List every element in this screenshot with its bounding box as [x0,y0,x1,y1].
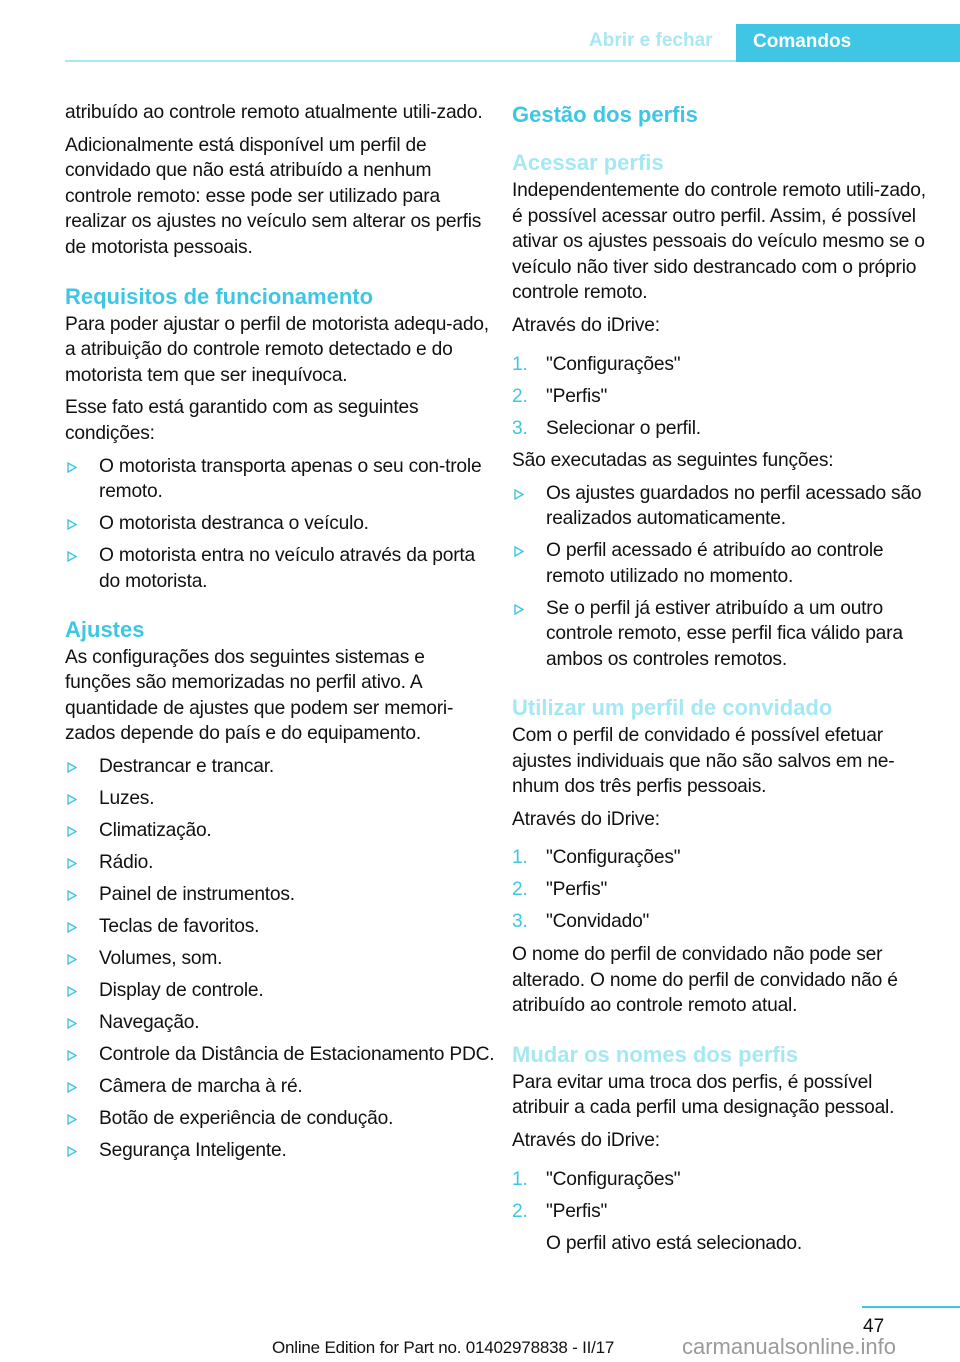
left-column [65,100,495,1170]
triangle-bullet-icon [67,1050,77,1061]
triangle-bullet-icon [67,858,77,869]
paragraph: Com o perfil de convidado é possível efetuar ajustes individuais que não são salvos em ne‐nhum dos três perfis pessoais. [512,725,895,798]
step-item: 1. "Configurações" [512,847,681,869]
paragraph: Independentemente do controle remoto utili‐zado, é possível acessar outro perfil. Assim, é possível ativar os ajustes pessoais do veículo mesmo se o veículo não tiver sido destrancado com o próprio controle remoto. [512,180,926,304]
list-item: Teclas de favoritos. [65,914,495,940]
tab-abrir-e-fechar[interactable]: Abrir e fechar [589,30,713,51]
list-item: O motorista transporta apenas o seu con‐trole remoto. [65,454,495,505]
list-item: Destrancar e trancar. [65,754,495,780]
triangle-bullet-icon [67,826,77,837]
step-item: 2. "Perfis" [512,879,608,901]
acessar-bullet-list [512,481,932,673]
list-item: Climatização. [65,818,495,844]
triangle-bullet-icon [514,546,524,557]
acessar-steps [512,352,932,442]
convidado-steps [512,845,932,935]
triangle-bullet-icon [67,519,77,530]
triangle-bullet-icon [514,489,524,500]
triangle-bullet-icon [67,954,77,965]
main-heading-gestao: Gestão dos perfis [512,102,698,127]
triangle-bullet-icon [67,1082,77,1093]
via-idrive: Através do iDrive: [512,1129,660,1151]
via-idrive: Através do iDrive: [512,314,660,336]
triangle-bullet-icon [67,1018,77,1029]
list-item: Luzes. [65,786,495,812]
list-item: Rádio. [65,850,495,876]
paragraph: As configurações dos seguintes sistemas e funções são memorizadas no perfil ativo. A quantidade de ajustes que podem ser memori‐zados depende do país e do equipamento. [65,646,454,745]
list-item: Segurança Inteligente. [65,1138,495,1164]
step-note: O perfil ativo está selecionado. [546,1233,802,1255]
via-idrive: Através do iDrive: [512,808,660,830]
step-item: 2. "Perfis" [512,385,608,407]
triangle-bullet-icon [67,794,77,805]
step-item: 2. "Perfis" [512,1200,608,1222]
intro-paragraph: Adicionalmente está disponível um perfil de convidado que não está atribuído a nenhum controle remoto: esse pode ser utilizado para realizar os ajustes no veículo sem alterar os perfis de motorista pessoais. [65,134,482,258]
subheading-acessar: Acessar perfis [512,150,664,175]
list-item: O motorista destranca o veículo. [65,511,495,537]
triangle-bullet-icon [67,922,77,933]
section-heading-ajustes: Ajustes [65,616,145,642]
step-item: 1. "Configurações" [512,1168,681,1190]
triangle-bullet-icon [67,1114,77,1125]
triangle-bullet-icon [67,462,77,473]
triangle-bullet-icon [67,890,77,901]
ajustes-bullet-list [65,754,495,1163]
paragraph: Esse fato está garantido com as seguintes condições: [65,397,419,444]
list-item: Display de controle. [65,978,495,1004]
subheading-mudar-nomes: Mudar os nomes dos perfis [512,1041,799,1067]
header-divider [65,60,736,62]
list-item: O motorista entra no veículo através da porta do motorista. [65,543,495,594]
list-item: Se o perfil já estiver atribuído a um outro controle remoto, esse perfil fica válido para ambos os controles remotos. [512,596,932,673]
edition-text: Online Edition for Part no. 01402978838 - II/17 [272,1338,615,1357]
list-item: Botão de experiência de condução. [65,1106,495,1132]
step-item: 3. "Convidado" [512,911,650,933]
step-item: 3. Selecionar o perfil. [512,417,701,439]
requisitos-bullet-list [65,454,495,595]
section-heading-requisitos: Requisitos de funcionamento [65,283,374,309]
triangle-bullet-icon [67,762,77,773]
intro-paragraph: atribuído ao controle remoto atualmente utili‐zado. [65,102,483,123]
list-item: Controle da Distância de Estacionamento PDC. [65,1042,495,1068]
tab-comandos[interactable]: Comandos [736,24,960,62]
paragraph: Para evitar uma troca dos perfis, é possível atribuir a cada perfil uma designação pessoal. [512,1071,895,1119]
triangle-bullet-icon [67,986,77,997]
functions-intro: São executadas as seguintes funções: [512,450,834,472]
step-item: 1. "Configurações" [512,353,681,375]
footer-divider [862,1306,960,1308]
watermark-link[interactable]: carmanualsonline.info [682,1334,897,1359]
list-item: Navegação. [65,1010,495,1036]
triangle-bullet-icon [67,551,77,562]
paragraph: O nome do perfil de convidado não pode ser alterado. O nome do perfil de convidado não é atribuído ao controle remoto atual. [512,943,898,1017]
list-item: O perfil acessado é atribuído ao controle remoto utilizado no momento. [512,538,932,589]
right-column [512,100,932,1264]
page-number: 47 [863,1316,885,1337]
subheading-convidado: Utilizar um perfil de convidado [512,695,833,721]
triangle-bullet-icon [514,604,524,615]
list-item: Painel de instrumentos. [65,882,495,908]
list-item: Câmera de marcha à ré. [65,1074,495,1100]
paragraph: Para poder ajustar o perfil de motorista adequ‐ado, a atribuição do controle remoto detectado e do motorista tem que ser inequívoca. [65,313,489,386]
triangle-bullet-icon [67,1146,77,1157]
list-item: Volumes, som. [65,946,495,972]
mudar-nomes-steps [512,1167,932,1225]
list-item: Os ajustes guardados no perfil acessado são realizados automaticamente. [512,481,932,532]
